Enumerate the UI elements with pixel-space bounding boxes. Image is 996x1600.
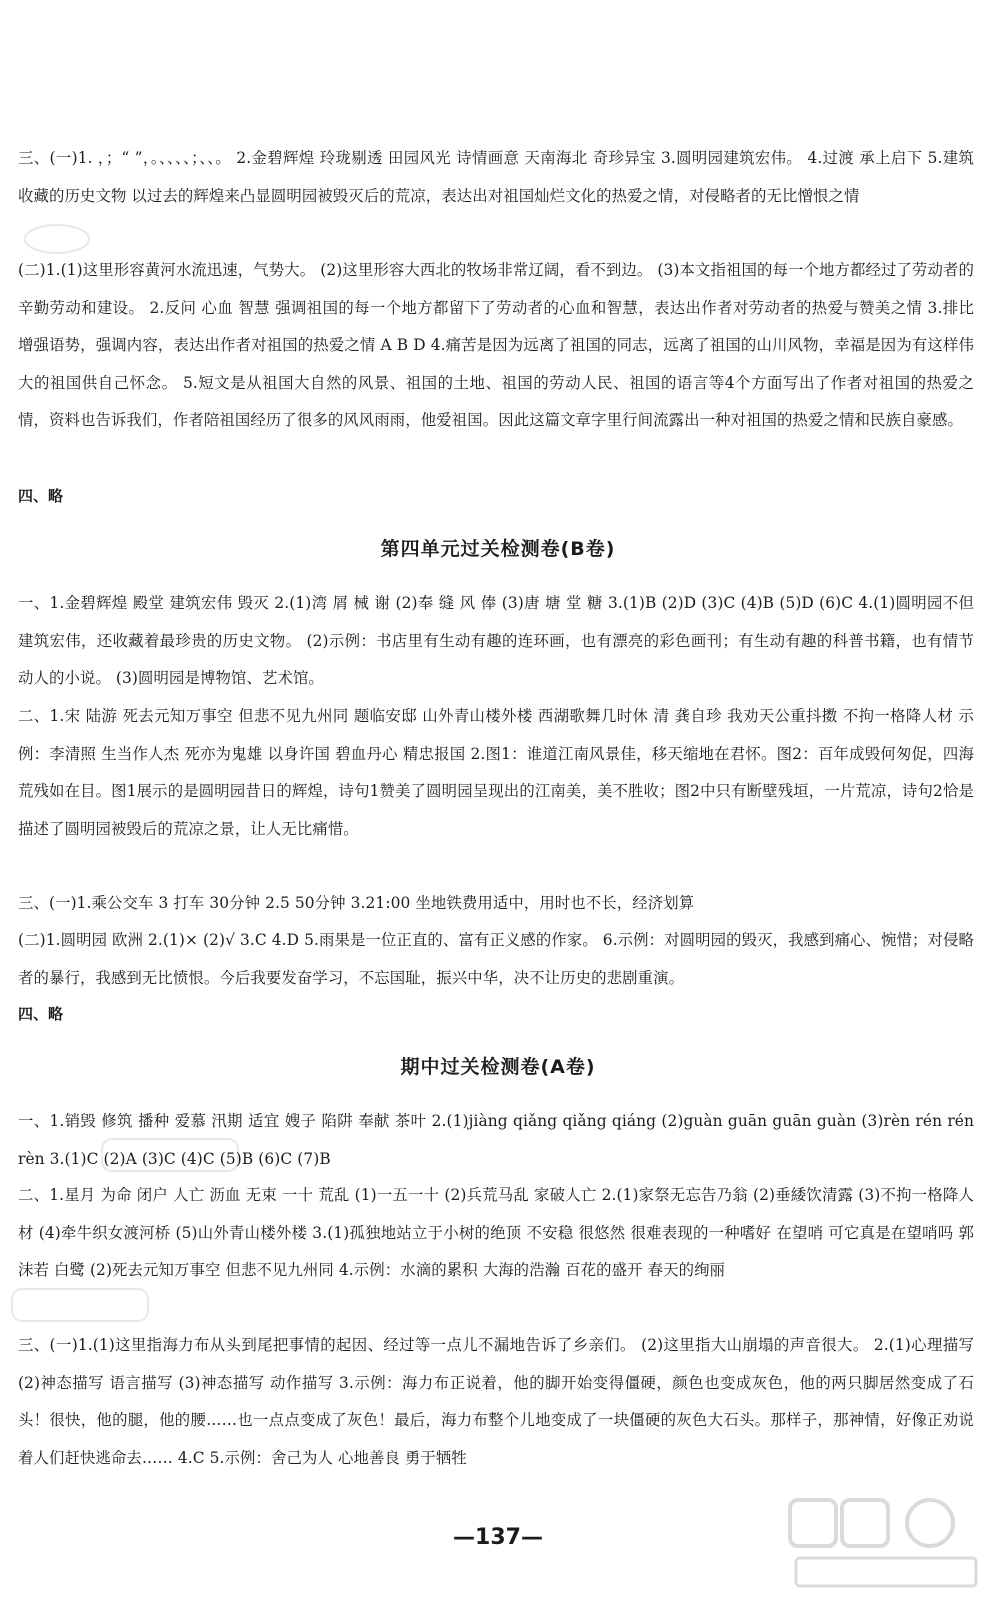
stamp-mark-icon bbox=[10, 1285, 150, 1325]
section-heading-unit4-b: 第四单元过关检测卷(B卷) bbox=[380, 538, 616, 560]
answer-short-s2: 四、略 bbox=[18, 1005, 64, 1023]
answer-paragraph-s2-p2: 二、1.宋 陆游 死去元知万事空 但悲不见九州同 题临安邸 山外青山楼外楼 西湖歌舞几时休 清 龚自珍 我劝天公重抖擞 不拘一格降人材 示例：李清照 生当作人杰 死亦为鬼雄 以身许国 碧血丹心 精忠报国 2.图1：谁道江南风景佳，移天缩地在君怀。图2：百年成毁何匆促，四海荒残如在目。图1展示的是圆明园昔日的辉煌，诗句1赞美了圆明园呈现出的江南美，美不胜收；图2中只有断壁残垣，一片荒凉，诗句2恰是描述了圆明园被毁后的荒凉之景，让人无比痛惜。 bbox=[18, 707, 974, 838]
section-heading-midterm-a: 期中过关检测卷(A卷) bbox=[400, 1056, 596, 1078]
answer-short-s1: 四、略 bbox=[18, 487, 64, 505]
answer-paragraph-s3-p1: 一、1.销毁 修筑 播种 爱慕 汛期 适宜 嫂子 陷阱 奉献 茶叶 2.(1)jiàng qiǎng qiǎng qiáng (2)guàn guān guān guàn (3)rèn rén rén rèn 3.(1)C (2)A (3)C (4)C (5)B (6)C (7)B bbox=[18, 1112, 974, 1168]
answer-paragraph-s3-p3: 三、(一)1.(1)这里指海力布从头到尾把事情的起因、经过等一点儿不漏地告诉了乡亲们。 (2)这里指大山崩塌的声音很大。 2.(1)心理描写 (2)神态描写 语言描写 (3)神态描写 动作描写 3.示例：海力布正说着，他的脚开始变得僵硬，颜色也变成灰色，他的两只脚居然变成了石头！很快，他的腿，他的腰……也一点点变成了灰色！最后，海力布整个儿地变成了一块僵硬的灰色大石头。那样子，那神情，好像正劝说着人们赶快逃命去…… 4.C 5.示例：舍己为人 心地善良 勇于牺牲 bbox=[18, 1336, 974, 1467]
stamp-mark-icon bbox=[100, 1135, 240, 1175]
answer-paragraph-s1-p1: 三、(一)1. ，；“ ”，。、、、、；、、。 2.金碧辉煌 玲珑剔透 田园风光 诗情画意 天南海北 奇珍异宝 3.圆明园建筑宏伟。 4.过渡 承上启下 5.建筑 收藏的历史文物 以过去的辉煌来凸显圆明园被毁灭后的荒凉，表达出对祖国灿烂文化的热爱之情，对侵略者的无比憎恨之情 bbox=[18, 149, 974, 205]
answer-paragraph-s2-p3: 三、(一)1.乘公交车 3 打车 30分钟 2.5 50分钟 3.21:00 坐地铁费用适中，用时也不长，经济划算 bbox=[18, 894, 695, 912]
answer-paragraph-s3-p2: 二、1.星月 为命 闭户 人亡 沥血 无束 一十 荒乱 (1)一五一十 (2)兵荒马乱 家破人亡 2.(1)家祭无忘告乃翁 (2)垂緌饮清露 (3)不拘一格降人材 (4)牵牛织女渡河桥 (5)山外青山楼外楼 3.(1)孤独地站立于小树的绝顶 不安稳 很悠然 很难表现的一种嗜好 在望哨 可它真是在望哨吗 郭沫若 白鹭 (2)死去元知万事空 但悲不见九州同 4.示例：水滴的累积 大海的浩瀚 百花的盛开 春天的绚丽 bbox=[18, 1186, 974, 1279]
stamp-mark-icon bbox=[22, 222, 92, 256]
answer-paragraph-s1-p2: (二)1.(1)这里形容黄河水流迅速，气势大。 (2)这里形容大西北的牧场非常辽阔，看不到边。 (3)本文指祖国的每一个地方都经过了劳动者的辛勤劳动和建设。 2.反问 心血 智慧 强调祖国的每一个地方都留下了劳动者的心血和智慧，表达出作者对劳动者的热爱与赞美之情 3.排比 增强语势，强调内容，表达出作者对祖国的热爱之情 A B D 4.痛苦是因为远离了祖国的同志，远离了祖国的山川风物，幸福是因为有这样伟大的祖国供自己怀念。 5.短文是从祖国大自然的风景、祖国的土地、祖国的劳动人民、祖国的语言等4个方面写出了作者对祖国的热爱之情，资料也告诉我们，作者陪祖国经历了很多的风风雨雨，他爱祖国。因此这篇文章字里行间流露出一种对祖国的热爱之情和民族自豪感。 bbox=[18, 261, 974, 429]
page-number: —137— bbox=[453, 1525, 543, 1550]
watermark-logo-icon bbox=[786, 1494, 982, 1594]
answer-paragraph-s2-p4: (二)1.圆明园 欧洲 2.(1)× (2)√ 3.C 4.D 5.雨果是一位正直的、富有正义感的作家。 6.示例：对圆明园的毁灭，我感到痛心、惋惜；对侵略者的暴行，我感到无比愤恨。今后我要发奋学习，不忘国耻，振兴中华，决不让历史的悲剧重演。 bbox=[18, 931, 974, 987]
answer-paragraph-s2-p1: 一、1.金碧辉煌 殿堂 建筑宏伟 毁灭 2.(1)湾 屑 械 谢 (2)奉 缝 风 俸 (3)唐 塘 堂 糖 3.(1)B (2)D (3)C (4)B (5)D (6)C 4.(1)圆明园不但建筑宏伟，还收藏着最珍贵的历史文物。 (2)示例：书店里有生动有趣的连环画，也有漂亮的彩色画刊；有生动有趣的科普书籍，也有情节动人的小说。 (3)圆明园是博物馆、艺术馆。 bbox=[18, 594, 974, 687]
